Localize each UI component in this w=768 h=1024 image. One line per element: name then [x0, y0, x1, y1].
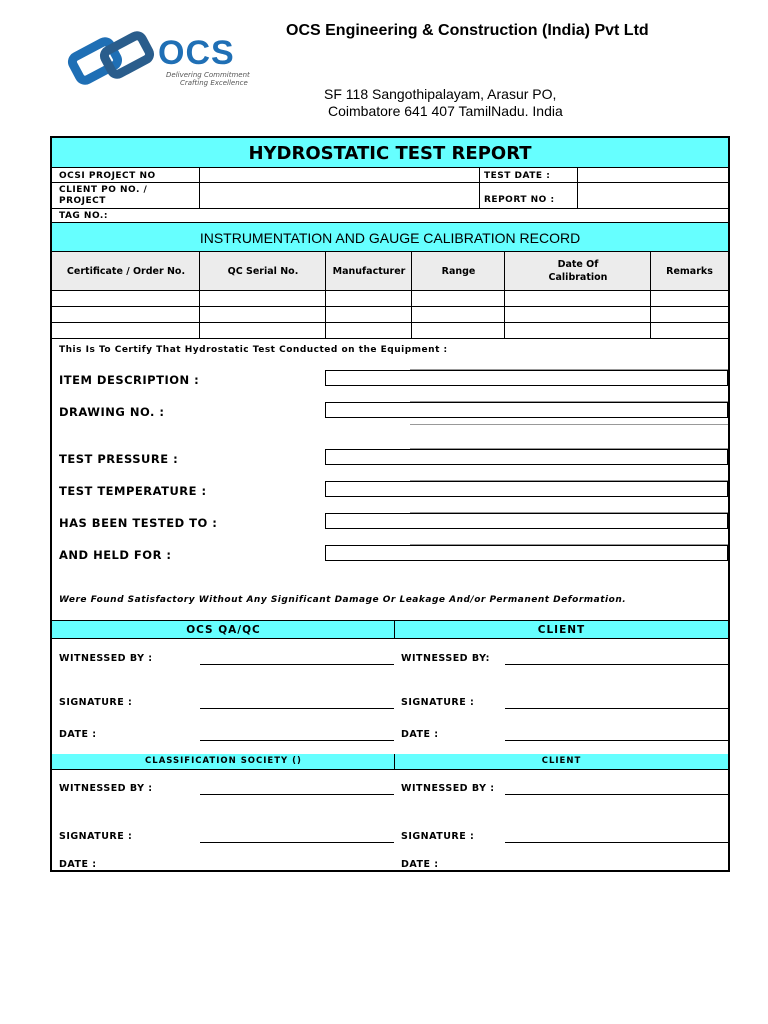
logo-tagline-1: Delivering Commitment	[166, 71, 250, 79]
col-manufacturer: Manufacturer	[332, 266, 406, 277]
project-row	[52, 168, 728, 183]
client-date-line[interactable]	[505, 740, 728, 741]
test-date-label: TEST DATE :	[484, 171, 551, 181]
client-header-2: CLIENT	[541, 756, 582, 766]
logo-wordmark: OCS	[158, 34, 235, 72]
test-temperature-label: TEST TEMPERATURE :	[59, 484, 207, 498]
project-no-field[interactable]	[201, 168, 479, 182]
item-description-field[interactable]	[325, 370, 728, 386]
address-line-2: Coimbatore 641 407 TamilNadu. India	[328, 103, 563, 119]
society-date-label: DATE :	[59, 859, 97, 870]
client-signature-line[interactable]	[505, 708, 728, 709]
sign1-body	[52, 639, 728, 756]
test-date-field[interactable]	[579, 168, 728, 182]
col-remarks: Remarks	[666, 266, 713, 277]
satisfactory-statement: Were Found Satisfactory Without Any Significant Damage Or Leakage And/or Permanent Deformation.	[59, 595, 627, 605]
tested-to-label: HAS BEEN TESTED TO :	[59, 516, 218, 530]
calibration-row-2[interactable]	[52, 307, 728, 323]
company-logo	[66, 30, 266, 90]
calibration-title: INSTRUMENTATION AND GAUGE CALIBRATION RECORD	[199, 230, 581, 246]
col-certificate: Certificate / Order No.	[66, 266, 186, 277]
sign1-header-row	[52, 621, 728, 639]
sign2-body	[52, 770, 728, 870]
society-witnessed-by-line[interactable]	[200, 794, 394, 795]
calibration-row-3[interactable]	[52, 323, 728, 339]
client2-witnessed-by-label: WITNESSED BY :	[401, 783, 495, 794]
society-witnessed-by-label: WITNESSED BY :	[59, 783, 153, 794]
company-name: OCS Engineering & Construction (India) Pvt Ltd	[286, 22, 649, 39]
tested-to-field[interactable]	[325, 513, 728, 529]
col-calibration: Calibration	[548, 272, 608, 283]
sign2-header-row	[52, 754, 728, 770]
drawing-no-field[interactable]	[325, 402, 728, 418]
report-title-row	[52, 138, 728, 168]
ocs-date-line[interactable]	[200, 740, 394, 741]
tag-no-label: TAG NO.:	[59, 211, 108, 221]
logo-tagline-2: Crafting Excellence	[180, 79, 248, 87]
col-range: Range	[441, 266, 476, 277]
test-pressure-field[interactable]	[325, 449, 728, 465]
project-no-label: OCSI PROJECT NO	[59, 171, 156, 181]
ocs-witnessed-by-line[interactable]	[200, 664, 394, 665]
client-po-row	[52, 183, 728, 209]
client-po-label-2: PROJECT	[59, 196, 106, 206]
test-temperature-field[interactable]	[325, 481, 728, 497]
client-po-field[interactable]	[201, 183, 479, 208]
held-for-field[interactable]	[325, 545, 728, 561]
certify-text: This Is To Certify That Hydrostatic Test Conducted on the Equipment :	[59, 345, 448, 355]
client-witnessed-by-line[interactable]	[505, 664, 728, 665]
classification-society-header: CLASSIFICATION SOCIETY ()	[145, 756, 302, 766]
ocs-signature-line[interactable]	[200, 708, 394, 709]
calibration-row-1[interactable]	[52, 291, 728, 307]
client2-signature-line[interactable]	[505, 842, 728, 843]
client-header-1: CLIENT	[537, 624, 586, 636]
ocs-date-label: DATE :	[59, 729, 97, 740]
drawing-no-label: DRAWING NO. :	[59, 405, 165, 419]
ocs-signature-label: SIGNATURE :	[59, 697, 133, 708]
client-witnessed-by-label: WITNESSED BY:	[401, 653, 490, 664]
society-signature-line[interactable]	[200, 842, 394, 843]
client-signature-label: SIGNATURE :	[401, 697, 475, 708]
ocs-witnessed-by-label: WITNESSED BY :	[59, 653, 153, 664]
ocs-qaqc-header: OCS QA/QC	[186, 624, 261, 636]
client-po-label: CLIENT PO NO. /	[59, 185, 148, 195]
tag-no-row	[52, 209, 728, 223]
address-line-1: SF 118 Sangothipalayam, Arasur PO,	[324, 86, 557, 102]
client2-signature-label: SIGNATURE :	[401, 831, 475, 842]
certify-section	[52, 339, 728, 621]
client-date-label: DATE :	[401, 729, 439, 740]
calibration-header-row	[52, 252, 728, 291]
report-no-field[interactable]	[579, 183, 728, 208]
test-pressure-label: TEST PRESSURE :	[59, 452, 179, 466]
calibration-title-row	[52, 223, 728, 252]
item-description-label: ITEM DESCRIPTION :	[59, 373, 200, 387]
client2-witnessed-by-line[interactable]	[505, 794, 728, 795]
client2-date-label: DATE :	[401, 859, 439, 870]
report-no-label: REPORT NO :	[484, 195, 555, 205]
society-signature-label: SIGNATURE :	[59, 831, 133, 842]
test-report-form	[50, 136, 730, 872]
col-qc-serial: QC Serial No.	[227, 266, 299, 277]
held-for-label: AND HELD FOR :	[59, 548, 172, 562]
report-title: HYDROSTATIC TEST REPORT	[248, 143, 532, 164]
col-date-of: Date Of	[557, 259, 599, 270]
chain-link-icon	[66, 30, 156, 90]
